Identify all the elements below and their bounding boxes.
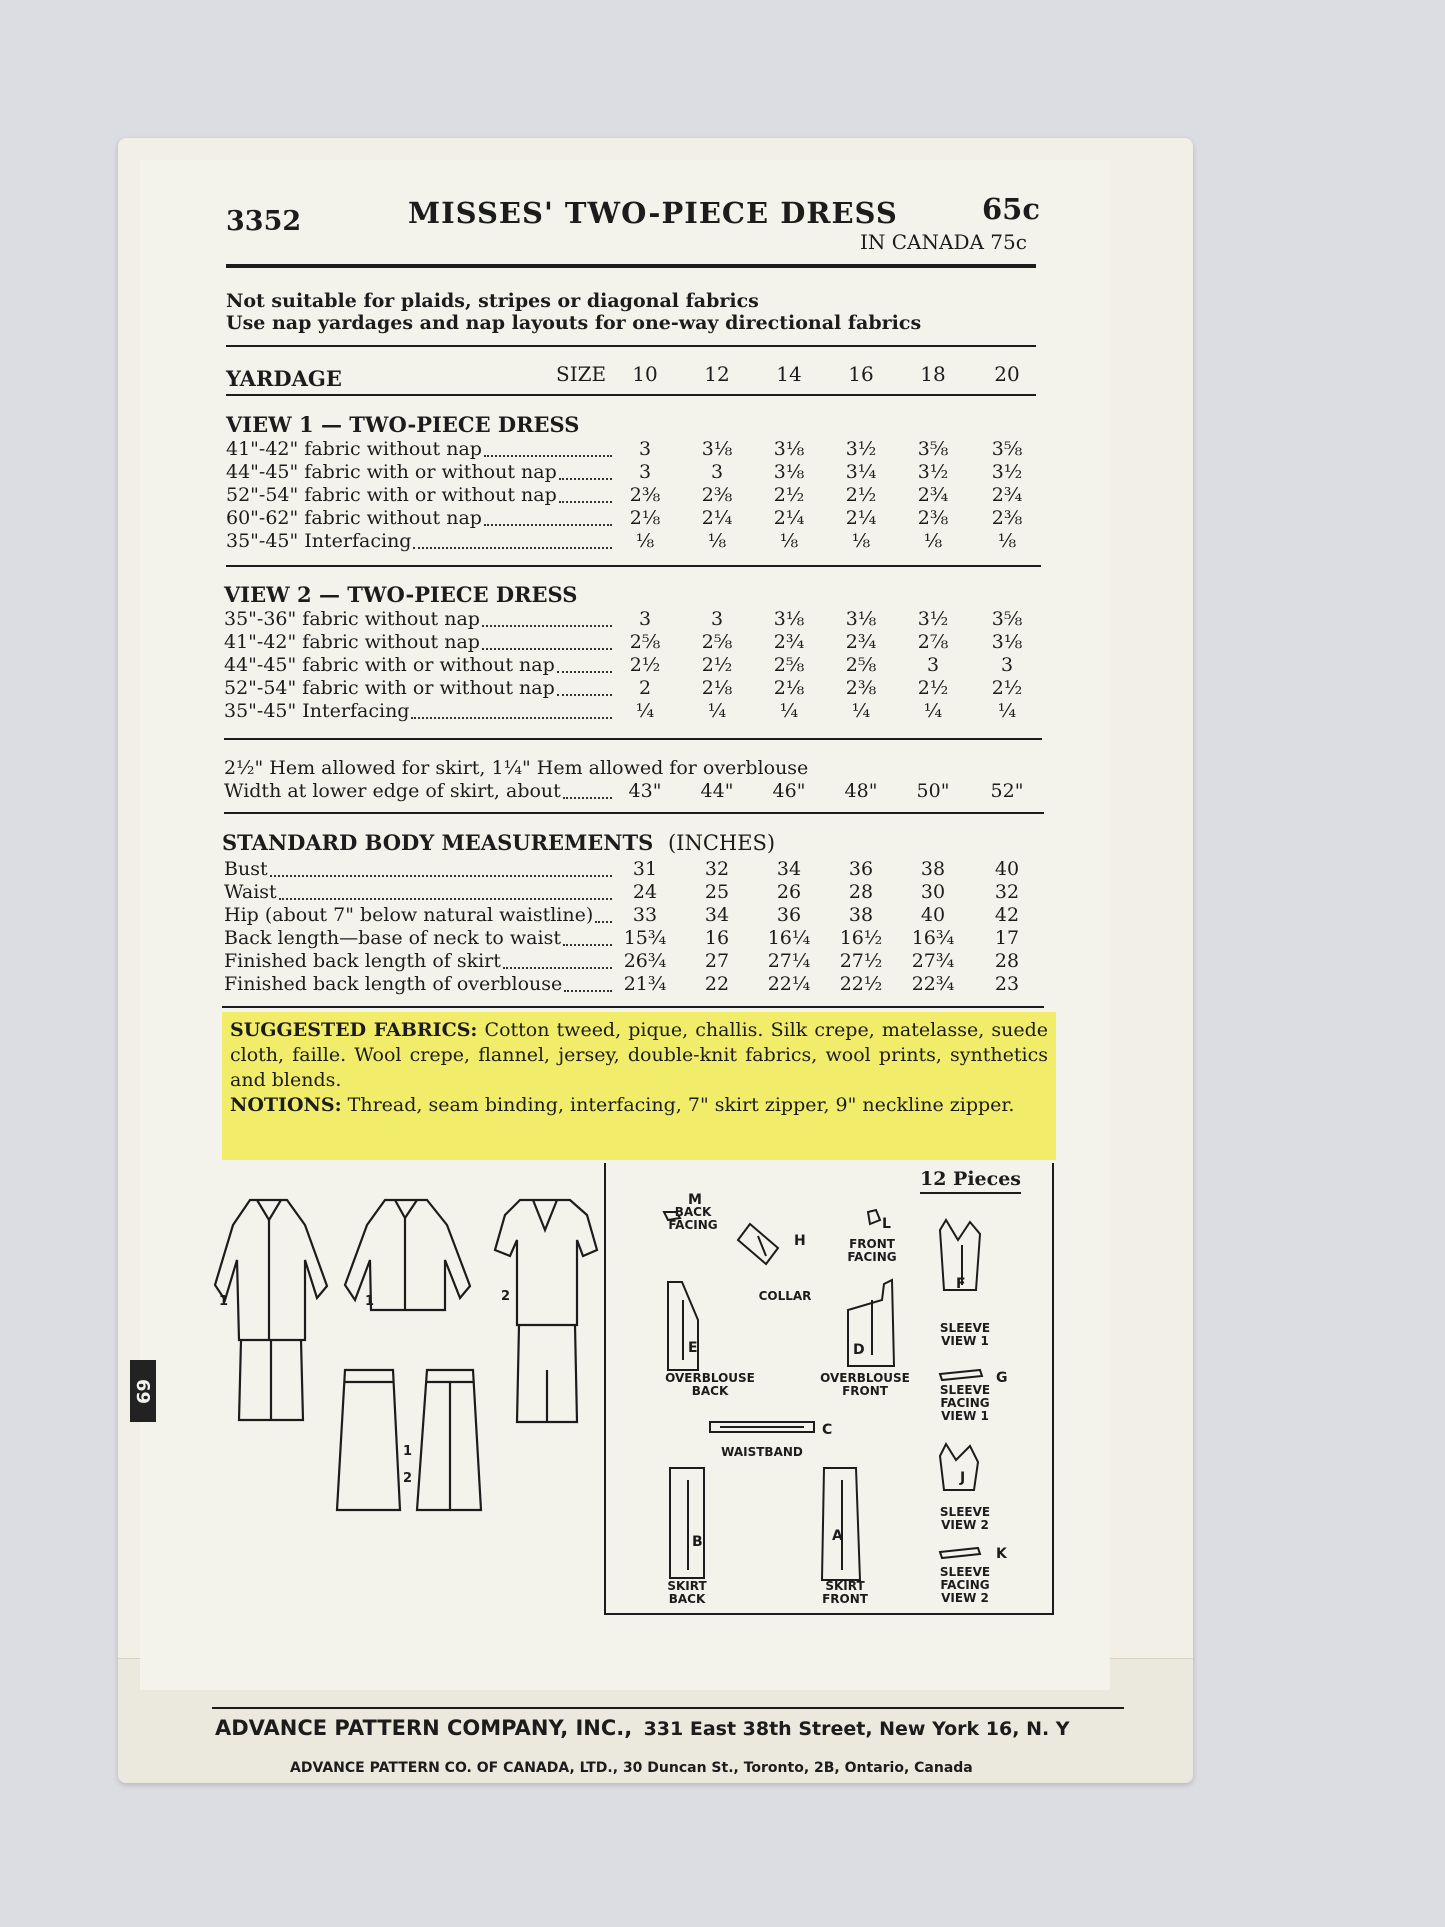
view2-row-value: 3 <box>1000 654 1014 676</box>
view2-row-value: 2⅝ <box>629 631 661 653</box>
view1-row-value: 2¾ <box>917 484 949 506</box>
view2-row-leader <box>482 625 612 627</box>
company-address: 331 East 38th Street, New York 16, N. Y <box>643 1718 1070 1740</box>
piece-letter: F <box>956 1276 966 1292</box>
skirt-width-leader <box>563 797 612 799</box>
measure-row-value: 42 <box>994 904 1020 926</box>
side-tab: 69 <box>130 1360 156 1422</box>
piece-letter: H <box>794 1233 806 1249</box>
view1-row-value: 3 <box>638 461 652 483</box>
view1-row-value: ⅛ <box>779 530 799 552</box>
view2-rule <box>224 738 1042 740</box>
pieces-count: 12 Pieces <box>920 1168 1021 1194</box>
view2-row-value: 2⅜ <box>845 677 877 699</box>
measure-row-value: 16 <box>704 927 730 949</box>
view1-row-leader <box>559 501 612 503</box>
view2-row-value: ¼ <box>707 700 727 722</box>
fabrics-text: Cotton tweed, pique, challis. Silk crepe, matelasse, suede cloth, faille. Wool crepe, flannel, jersey, double-knit fabrics, wool prints, synthetics and blends. <box>230 1019 1048 1091</box>
measure-row-label: Bust <box>224 858 268 880</box>
canada-price: IN CANADA 75c <box>860 230 1027 254</box>
skirt-width-value: 46" <box>772 780 806 802</box>
skirt-width-value: 48" <box>844 780 878 802</box>
piece-letter: M <box>688 1192 702 1208</box>
view1-row-value: 2¼ <box>773 507 805 529</box>
measure-row-value: 33 <box>632 904 658 926</box>
piece-label: SKIRT FRONT <box>822 1579 868 1606</box>
size-header: 10 <box>632 362 658 386</box>
measure-row-value: 22½ <box>839 973 883 995</box>
fabrics-heading: SUGGESTED FABRICS: <box>230 1019 478 1041</box>
view1-row-value: 3⅛ <box>773 461 805 483</box>
view1-row-value: 2¼ <box>845 507 877 529</box>
measure-row-label: Finished back length of skirt <box>224 950 501 972</box>
measure-row-value: 26 <box>776 881 802 903</box>
view1-row-value: 3½ <box>845 438 877 460</box>
view2-row-label: 52"-54" fabric with or without nap <box>224 677 555 699</box>
measure-row-leader <box>503 967 612 969</box>
skirt-width-value: 52" <box>990 780 1024 802</box>
piece-label: SLEEVE VIEW 2 <box>939 1505 991 1532</box>
piece-label: SLEEVE FACING VIEW 1 <box>939 1383 991 1423</box>
piece-label: FRONT FACING <box>847 1237 897 1264</box>
measure-row-value: 16¾ <box>911 927 955 949</box>
view1-title: VIEW 1 — TWO-PIECE DRESS <box>226 412 580 437</box>
highlighted-fabric-notes <box>222 1012 1056 1160</box>
view2-row-value: 3⅛ <box>991 631 1023 653</box>
view1-row-value: 3⅝ <box>917 438 949 460</box>
view1-row-value: ⅛ <box>707 530 727 552</box>
view2-row-value: 3 <box>926 654 940 676</box>
view2-row-value: 2 <box>638 677 652 699</box>
measure-row-value: 22¼ <box>767 973 811 995</box>
measure-row-value: 32 <box>704 858 730 880</box>
view1-row-label: 52"-54" fabric with or without nap <box>226 484 557 506</box>
piece-label: OVERBLOUSE FRONT <box>820 1371 910 1398</box>
view2-row-value: 2⅛ <box>701 677 733 699</box>
view1-row-value: 3⅝ <box>991 438 1023 460</box>
piece-label: SLEEVE FACING VIEW 2 <box>939 1565 991 1605</box>
skirt-width-label: Width at lower edge of skirt, about <box>224 780 561 802</box>
measure-row-leader <box>595 921 612 923</box>
view1-row-leader <box>413 547 612 549</box>
view1-row-value: 2¼ <box>701 507 733 529</box>
measure-row-value: 28 <box>848 881 874 903</box>
yardage-label: YARDAGE <box>226 366 342 391</box>
measure-row-value: 30 <box>920 881 946 903</box>
view2-row-value: 2⅝ <box>845 654 877 676</box>
view1-row-label: 44"-45" fabric with or without nap <box>226 461 557 483</box>
measure-row-value: 40 <box>994 858 1020 880</box>
measure-row-value: 25 <box>704 881 730 903</box>
measurements-heading <box>222 830 775 855</box>
view1-row-leader <box>484 524 612 526</box>
measure-row-value: 32 <box>994 881 1020 903</box>
view2-row-leader <box>557 671 612 673</box>
view1-row-value: 3½ <box>917 461 949 483</box>
view1-row-value: 3 <box>638 438 652 460</box>
garment-illustrations <box>205 1190 600 1530</box>
size-header: 18 <box>920 362 946 386</box>
view2-row-value: 3 <box>638 608 652 630</box>
measure-row-value: 31 <box>632 858 658 880</box>
view1-row-value: 3⅛ <box>701 438 733 460</box>
piece-letter: A <box>832 1528 843 1544</box>
fabric-notes-text <box>230 1018 1048 1118</box>
view2-row-value: ¼ <box>997 700 1017 722</box>
price: 65c <box>982 192 1041 226</box>
measure-row-value: 16¼ <box>767 927 811 949</box>
hem-rule <box>224 812 1044 814</box>
view2-row-leader <box>482 648 612 650</box>
view2-row-value: 2½ <box>991 677 1023 699</box>
view-number-4: 1 <box>403 1444 413 1459</box>
view1-row-value: 3¼ <box>845 461 877 483</box>
measure-row-leader <box>279 898 612 900</box>
view2-row-value: 2½ <box>701 654 733 676</box>
view2-row-value: 2¾ <box>845 631 877 653</box>
view2-row-value: ¼ <box>635 700 655 722</box>
view-number-5: 2 <box>403 1471 413 1486</box>
measure-row-value: 15¾ <box>623 927 667 949</box>
piece-letter: L <box>882 1216 891 1232</box>
size-label: SIZE <box>556 362 607 386</box>
measure-row-value: 28 <box>994 950 1020 972</box>
measure-row-leader <box>564 990 612 992</box>
view2-row-label: 35"-36" fabric without nap <box>224 608 480 630</box>
view1-row-label: 35"-45" Interfacing <box>226 530 412 552</box>
note-line-2: Use nap yardages and nap layouts for one-way directional fabrics <box>226 312 922 334</box>
measure-row-value: 26¾ <box>623 950 667 972</box>
view2-row-value: 2⅛ <box>773 677 805 699</box>
view1-row-value: ⅛ <box>923 530 943 552</box>
note-line-1: Not suitable for plaids, stripes or diagonal fabrics <box>226 290 759 312</box>
view1-row-value: ⅛ <box>851 530 871 552</box>
view-number-2: 1 <box>365 1294 375 1309</box>
view2-row-value: 2⅝ <box>701 631 733 653</box>
footer-company-line <box>215 1716 1070 1740</box>
skirt-width-value: 44" <box>700 780 734 802</box>
piece-letter: J <box>960 1470 966 1486</box>
notes-rule <box>226 345 1036 347</box>
measure-row-value: 40 <box>920 904 946 926</box>
page-title: MISSES' TWO-PIECE DRESS <box>408 196 898 230</box>
measure-row-value: 23 <box>994 973 1020 995</box>
view1-row-label: 60"-62" fabric without nap <box>226 507 482 529</box>
piece-label: SKIRT BACK <box>667 1579 707 1606</box>
view2-row-label: 35"-45" Interfacing <box>224 700 410 722</box>
measure-row-value: 22¾ <box>911 973 955 995</box>
piece-letter: E <box>688 1340 698 1356</box>
piece-letter: C <box>822 1422 833 1438</box>
view1-row-value: 3⅛ <box>773 438 805 460</box>
view2-row-label: 44"-45" fabric with or without nap <box>224 654 555 676</box>
size-header: 12 <box>704 362 730 386</box>
view1-row-value: 2⅜ <box>917 507 949 529</box>
piece-letter: K <box>996 1546 1007 1562</box>
skirt-width-value: 43" <box>628 780 662 802</box>
measure-row-value: 34 <box>704 904 730 926</box>
header-rule <box>226 264 1036 268</box>
view2-title: VIEW 2 — TWO-PIECE DRESS <box>224 582 578 607</box>
measure-row-value: 24 <box>632 881 658 903</box>
view1-row-value: 2⅜ <box>701 484 733 506</box>
measure-row-label: Waist <box>224 881 277 903</box>
measure-row-value: 34 <box>776 858 802 880</box>
view2-row-value: 2½ <box>629 654 661 676</box>
piece-label: COLLAR <box>758 1289 812 1303</box>
measure-row-value: 21¾ <box>623 973 667 995</box>
measurements-unit: (INCHES) <box>667 831 776 855</box>
view2-row-value: 2½ <box>917 677 949 699</box>
view1-row-leader <box>559 478 612 480</box>
view2-row-label: 41"-42" fabric without nap <box>224 631 480 653</box>
measure-row-value: 36 <box>776 904 802 926</box>
measure-row-value: 36 <box>848 858 874 880</box>
notions-text: Thread, seam binding, interfacing, 7" skirt zipper, 9" neckline zipper. <box>347 1094 1015 1116</box>
view2-row-value: ¼ <box>851 700 871 722</box>
view2-row-value: 3½ <box>917 608 949 630</box>
view2-row-value: ¼ <box>779 700 799 722</box>
measure-row-value: 16½ <box>839 927 883 949</box>
view-number-1: 1 <box>219 1294 229 1309</box>
piece-letter: B <box>692 1534 703 1550</box>
view1-row-value: 3½ <box>991 461 1023 483</box>
skirt-width-value: 50" <box>916 780 950 802</box>
view1-row-value: 2¾ <box>991 484 1023 506</box>
view2-row-value: 2⅝ <box>773 654 805 676</box>
measure-row-value: 22 <box>704 973 730 995</box>
piece-label: BACK FACING <box>668 1205 718 1232</box>
notions-heading: NOTIONS: <box>230 1094 342 1116</box>
measure-row-value: 27 <box>704 950 730 972</box>
yardage-rule <box>226 394 1036 396</box>
footer-canada-line: ADVANCE PATTERN CO. OF CANADA, LTD., 30 Duncan St., Toronto, 2B, Ontario, Canada <box>290 1760 973 1776</box>
size-header: 20 <box>994 362 1020 386</box>
view1-row-value: 2⅜ <box>991 507 1023 529</box>
piece-label: SLEEVE VIEW 1 <box>939 1321 991 1348</box>
view1-row-label: 41"-42" fabric without nap <box>226 438 482 460</box>
size-header: 14 <box>776 362 802 386</box>
measure-row-label: Finished back length of overblouse <box>224 973 563 995</box>
view1-rule <box>226 565 1041 567</box>
measure-row-value: 27¼ <box>767 950 811 972</box>
view1-row-value: 2⅜ <box>629 484 661 506</box>
measure-row-leader <box>270 875 612 877</box>
size-header: 16 <box>848 362 874 386</box>
view2-row-value: ¼ <box>923 700 943 722</box>
measure-row-value: 17 <box>994 927 1020 949</box>
piece-letter: D <box>853 1342 865 1358</box>
measurements-rule <box>222 1006 1044 1008</box>
measure-row-label: Back length—base of neck to waist <box>224 927 561 949</box>
view1-row-value: ⅛ <box>635 530 655 552</box>
measure-row-value: 38 <box>920 858 946 880</box>
view1-row-value: 2⅛ <box>629 507 661 529</box>
view1-row-value: 2½ <box>845 484 877 506</box>
view2-row-value: 3⅝ <box>991 608 1023 630</box>
view1-row-value: ⅛ <box>997 530 1017 552</box>
measurements-title: STANDARD BODY MEASUREMENTS <box>222 830 654 855</box>
view2-row-value: 2⅞ <box>917 631 949 653</box>
measure-row-leader <box>563 944 612 946</box>
view2-row-value: 2¾ <box>773 631 805 653</box>
view1-row-value: 3 <box>710 461 724 483</box>
piece-label: WAISTBAND <box>721 1445 803 1459</box>
view2-row-value: 3⅛ <box>773 608 805 630</box>
view2-row-leader <box>411 717 612 719</box>
measure-row-value: 27¾ <box>911 950 955 972</box>
footer-rule <box>212 1707 1124 1709</box>
view1-row-value: 2½ <box>773 484 805 506</box>
measure-row-label: Hip (about 7" below natural waistline) <box>224 904 594 926</box>
pattern-number: 3352 <box>226 206 302 237</box>
hem-line: 2½" Hem allowed for skirt, 1¼" Hem allowed for overblouse <box>224 757 809 779</box>
view2-row-value: 3 <box>710 608 724 630</box>
view-number-3: 2 <box>501 1289 511 1304</box>
measure-row-value: 27½ <box>839 950 883 972</box>
view2-row-leader <box>557 694 612 696</box>
company-name: ADVANCE PATTERN COMPANY, INC., <box>215 1716 633 1740</box>
view1-row-leader <box>484 455 612 457</box>
view2-row-value: 3⅛ <box>845 608 877 630</box>
measure-row-value: 38 <box>848 904 874 926</box>
piece-label: OVERBLOUSE BACK <box>665 1371 755 1398</box>
piece-letter: G <box>996 1370 1008 1386</box>
